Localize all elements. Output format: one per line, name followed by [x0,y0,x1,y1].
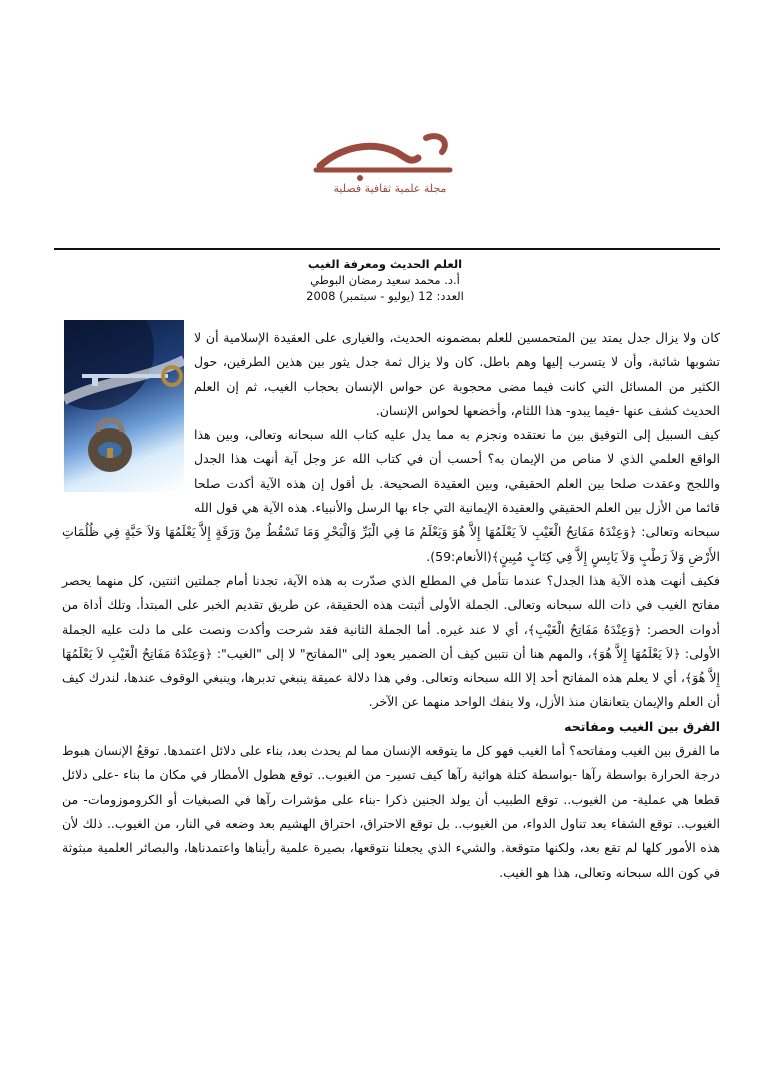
paragraph-verse: كيف السبيل إلى التوفيق بين ما نعتقده ونجزم به مما يدل عليه كتاب الله سبحانه وتعالى، وبين هذا الواقع العلمي الذي لا مناص من الإيمان به؟ أحسب أن في كتاب الله عز وجل آية أنهت هذا الجدل واللجج وعقدت صلحا بين العلم الحقيقي، وبين العقيدة الصحيحة. بل أقول إن هذه الآية أكدت صلحا قائما من الأزل بين العلم الحقيقي والعقيدة الإيمانية التي جاء بها الرسل والأنبياء. هذه الآية هي قول الله سبحانه وتعالى: ﴿وَعِنْدَهُ مَفَاتِحُ الْغَيْبِ لاَ يَعْلَمُهَا إِلاَّ هُوَ وَيَعْلَمُ مَا فِي الْبَرِّ وَالْبَحْرِ وَمَا تَسْقُطُ مِنْ وَرَقَةٍ إِلاَّ يَعْلَمُهَا وَلاَ حَبَّةٍ فِي ظُلُمَاتِ الأَرْضِ وَلاَ رَطْبٍ وَلاَ يَابِسٍ إِلاَّ فِي كِتَابٍ مُبِينٍ﴾(الأنعام:59). [62,427,720,564]
header-divider [54,248,720,250]
paragraph-analysis: فكيف أنهت هذه الآية هذا الجدل؟ عندما نتأمل في المطلع الذي صدّرت به هذه الآية، تجدنا أمام جملتين اثنتين، كل منهما يحصر مفاتح الغيب في ذات الله سبحانه وتعالى. الجملة الأولى أثبتت هذه الحقيقة، عن طريق تقديم الخبر على المبتدأ. وتلك أداة من أدوات الحصر: ﴿وَعِنْدَهُ مَفَاتِحُ الْغَيْبِ﴾، أي لا عند غيره. أما الجملة الثانية فقد شرحت وأكدت ونصت على ما دلت عليه الجملة الأولى: ﴿لاَ يَعْلَمُهَا إِلاَّ هُوَ﴾، والمهم هنا أن نتبين كيف أن الضمير يعود إلى "المفاتح" لا إلى "الغيب": ﴿وَعِنْدَهُ مَفَاتِحُ الْغَيْبِ لاَ يَعْلَمُهَا إِلاَّ هُوَ﴾، أي لا يعلم هذه المفاتح أحد إلا الله سبحانه وتعالى. وفي هذا دلالة عميقة ينبغي تدبرها، وينبغي الوقوف عندها، لندرك كيف أن العلم والإيمان يتعانقان منذ الأزل، ولا ينفك الواحد منهما عن الآخر. [62,572,720,710]
article-author: أ.د. محمد سعيد رمضان البوطي [310,273,460,287]
article-body [62,326,720,885]
hira-logo-icon [300,118,460,188]
article-title: العلم الحديث ومعرفة الغيب [307,257,463,271]
article-issue: العدد: 12 (يوليو - سبتمبر) 2008 [306,289,464,303]
magazine-tagline: مجلة علمية ثقافية فصلية [333,182,447,195]
image-spacer [62,326,194,504]
magazine-logo [300,118,460,218]
section-heading: الفرق بين الغيب ومفاتحه [564,718,720,734]
paragraph-section: ما الفرق بين الغيب ومفاتحه؟ أما الغيب فهو كل ما يتوقعه الإنسان مما لم يحدث بعد، بناء على دلائل اعتمدها. توقعُ الإنسان هبوط درجة الحرارة بواسطة رآها -بواسطة كتلة هوائية رآها كيف تسير- من الغيوب.. توقع هطول الأمطار في مكان ما بناء -على دلائل قطعا هي عملية- من الغيوب.. توقع الطبيب أن يولد الجنين ذكرا -بناء على مؤشرات رآها في الصبغيات أو الكروموزومات- من الغيوب.. توقع الشفاء بعد تناول الدواء، من الغيوب.. بل توقع الاحتراق، احتراق الهشيم بعد وضعه في النار، من الغيوب.. ذلك لأن هذه الأمور كلها لم تقع بعد، ولكنها متوقعة. والشيء الذي يجعلنا نتوقعها، بصيرة علمية رأيناها واعتمدناها، والبصائر العلمية مبثوثة في كون الله سبحانه وتعالى، هذا هو الغيب. [62,743,720,880]
paragraph-intro: كان ولا يزال جدل يمتد بين المتحمسين للعلم بمضمونه الحديث، والغيارى على العقيدة الإسلامية أن لا تشوبها شائبة، وأن لا يتسرب إليها وهم باطل. كان ولا يزال ثمة جدل يثور بين هذين الطرفين، حول الكثير من المسائل التي كانت فيما مضى محجوبة عن حواس الإنسان بحجاب الغيب، ثم إن العلم الحديث كشف عنها -فيما يبدو- هذا اللثام، وأخضعها لحواس الإنسان. [194,330,720,418]
article-header [180,256,590,304]
